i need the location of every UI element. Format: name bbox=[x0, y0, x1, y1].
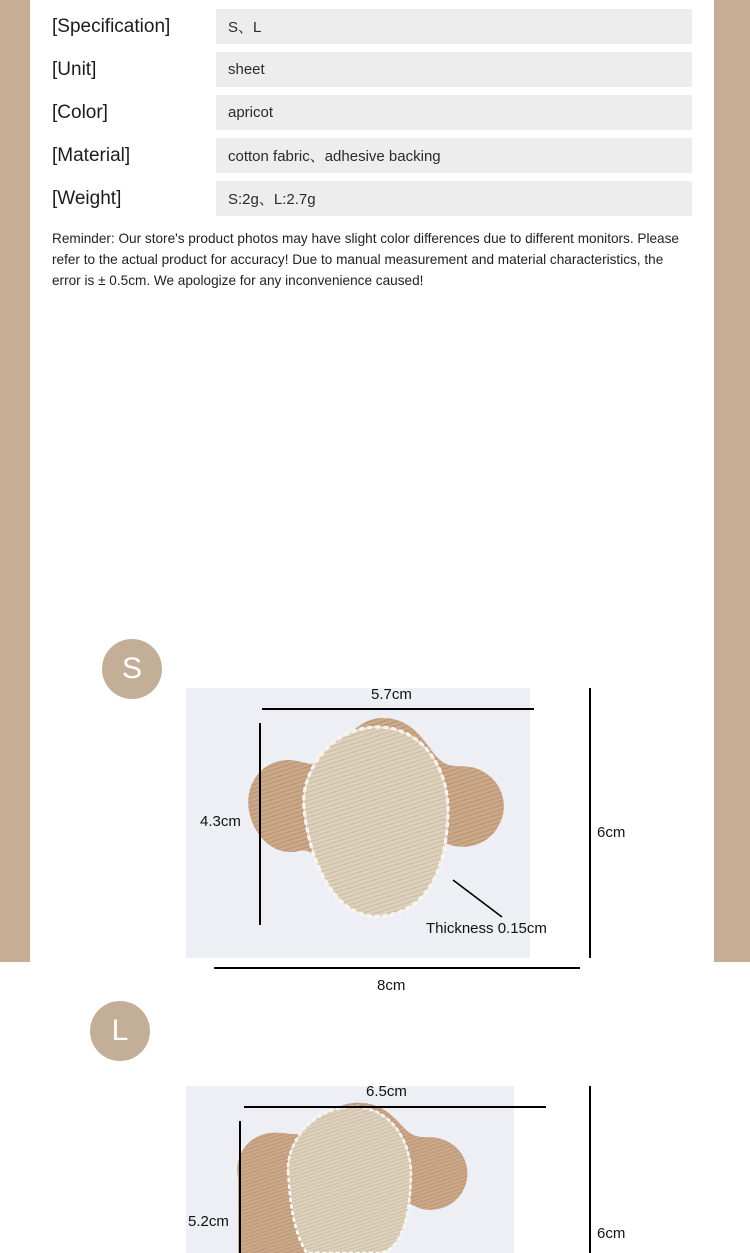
size-badge-s: S bbox=[102, 639, 162, 699]
dim-line-right-l bbox=[589, 1086, 591, 1253]
spec-label-unit: [Unit] bbox=[52, 59, 97, 80]
dim-line-left-l bbox=[239, 1121, 241, 1253]
dim-label-left-height-s: 4.3cm bbox=[200, 813, 241, 831]
spec-value-weight: S:2g、L:2.7g bbox=[216, 181, 692, 216]
spec-row-material bbox=[52, 138, 692, 173]
spec-row-color bbox=[52, 95, 692, 130]
spec-value-unit: sheet bbox=[216, 52, 692, 87]
spec-label-specification: [Specification] bbox=[52, 16, 171, 37]
dim-line-left-s bbox=[259, 723, 261, 925]
dim-label-right-height-l: 6cm bbox=[597, 1225, 626, 1243]
dim-label-left-height-l: 5.2cm bbox=[188, 1213, 229, 1231]
spec-row-specification bbox=[52, 9, 692, 44]
spec-label-weight: [Weight] bbox=[52, 188, 122, 209]
dim-line-top-s bbox=[262, 708, 534, 710]
spec-value-specification: S、L bbox=[216, 9, 692, 44]
reminder-text: Reminder: Our store's product photos may have slight color differences due to different monitors. Please refer to the actual product for accuracy! Due to manual measurement and material characteristics, the error is ± 0.5cm. We apologize for any inconvenience caused! bbox=[52, 231, 679, 289]
dim-line-top-l bbox=[244, 1106, 546, 1108]
spec-row-unit bbox=[52, 52, 692, 87]
dim-label-thickness-s: Thickness 0.15cm bbox=[426, 920, 547, 938]
figure-panel-l bbox=[186, 1083, 514, 1253]
dim-line-bottom-s bbox=[214, 967, 580, 969]
dim-label-top-width-s: 5.7cm bbox=[371, 686, 412, 704]
left-border-strip bbox=[0, 0, 30, 962]
page-content bbox=[30, 0, 714, 1243]
right-border-strip bbox=[714, 0, 750, 962]
spec-row-weight bbox=[52, 181, 692, 216]
specification-table bbox=[30, 0, 714, 216]
dim-label-top-width-l: 6.5cm bbox=[366, 1083, 407, 1101]
size-badge-l: L bbox=[90, 1001, 150, 1061]
dim-label-bottom-width-s: 8cm bbox=[377, 977, 406, 995]
dim-label-right-height-s: 6cm bbox=[597, 824, 626, 842]
spec-label-color: [Color] bbox=[52, 102, 108, 123]
spec-value-material: cotton fabric、adhesive backing bbox=[216, 138, 692, 173]
spec-value-color: apricot bbox=[216, 95, 692, 130]
spec-label-material: [Material] bbox=[52, 145, 131, 166]
dim-line-right-s bbox=[589, 688, 591, 958]
